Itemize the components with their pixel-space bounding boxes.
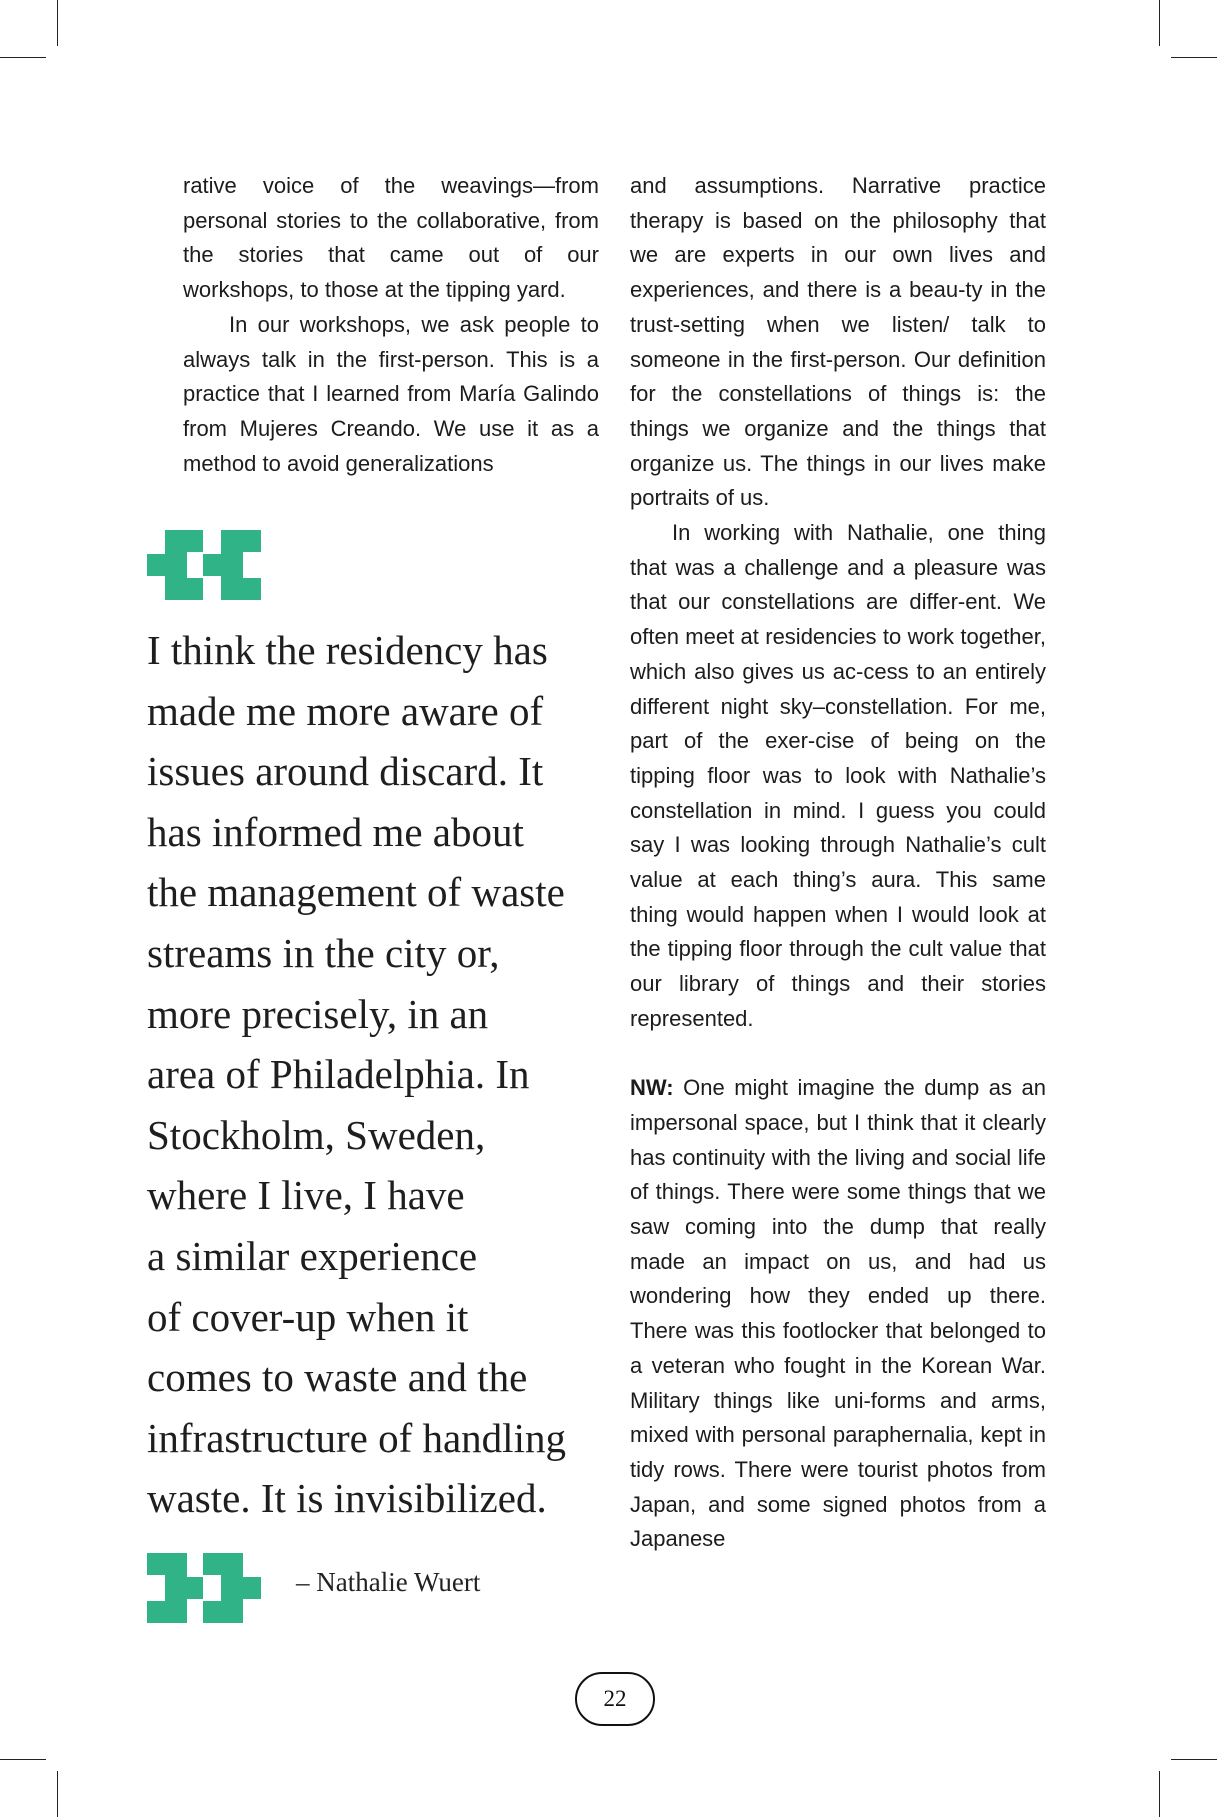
pull-quote-line: issues around discard. It: [147, 748, 544, 795]
crop-mark: [1171, 1759, 1217, 1760]
paragraph: [630, 1071, 1046, 1557]
paragraph: In working with Nathalie, one thing that was a challenge and a pleasure was that our constellations are differ-ent. We often meet at residencies to work together, which also gives us ac-cess to an entirely different night sky–constellation. For me, part of the exer-cise of being on the tipping floor was to look with Nathalie’s constellation in mind. I guess you could say I was looking through Nathalie’s cult value at each thing’s aura. This same thing would happen when I would look at the tipping floor through the cult value that our library of things and their stories represented.: [630, 520, 1046, 1031]
pull-quote-line: where I live, I have: [147, 1172, 465, 1219]
close-quote-icon: [147, 1553, 261, 1623]
paragraph: In our workshops, we ask people to always talk in the first-person. This is a practice that I learned from María Galindo from Mujeres Creando. We use it as a method to avoid generalizations: [183, 311, 599, 476]
pull-quote-line: streams in the city or,: [147, 929, 500, 976]
pull-quote-line: Stockholm, Sweden,: [147, 1111, 486, 1158]
crop-mark: [0, 57, 46, 58]
pull-quote-line: a similar experience: [147, 1232, 478, 1279]
open-quote-icon: [147, 530, 261, 600]
pull-quote-line: infrastructure of handling: [147, 1414, 566, 1461]
pull-quote-line: waste. It is invisibilized.: [147, 1475, 547, 1522]
pull-quote-line: comes to waste and the: [147, 1354, 528, 1401]
pull-quote-line: more precisely, in an: [147, 990, 489, 1037]
pull-quote-line: area of Philadelphia. In: [147, 1051, 530, 1098]
pull-quote-line: I think the residency has: [147, 627, 548, 673]
crop-mark: [57, 0, 58, 46]
pull-quote-line: of cover-up when it: [147, 1293, 469, 1340]
page-number: 22: [575, 1672, 655, 1726]
left-column-text: [183, 169, 599, 481]
crop-mark: [0, 1759, 46, 1760]
crop-mark: [1171, 57, 1217, 58]
crop-mark: [57, 1771, 58, 1817]
right-column-text: [630, 169, 1046, 1557]
crop-mark: [1159, 1771, 1160, 1817]
pull-quote: [147, 620, 587, 1529]
pull-quote-line: the management of waste: [147, 869, 565, 916]
pull-quote-line: made me more aware of: [147, 687, 544, 734]
speaker-label: NW:: [630, 1075, 674, 1101]
paragraph: and assumptions. Narrative practice therapy is based on the philosophy that we are experts in our own lives and experiences, and there is a beau-ty in the trust-setting when we listen/ talk to someone in the first-person. Our definition for the constellations of things is: the things we organize and the things that organize us. The things in our lives make portraits of us.: [630, 173, 1046, 511]
paragraph-body: One might imagine the dump as an impersonal space, but I think that it clearly has continuity with the living and social life of things. There were some things that we saw coming into the dump that really made an impact on us, and had us wondering how they ended up there. There was this footlocker that belonged to a veteran who fought in the Korean War. Military things like uni-forms and arms, mixed with personal paraphernalia, kept in tidy rows. There were tourist photos from Japan, and some signed photos from a Japanese: [630, 1075, 1046, 1552]
crop-mark: [1159, 0, 1160, 46]
pull-quote-line: has informed me about: [147, 808, 524, 855]
quote-attribution: – Nathalie Wuert: [296, 1567, 481, 1597]
paragraph: rative voice of the weavings—from personal stories to the collaborative, from the stories that came out of our workshops, to those at the tipping yard.: [183, 173, 599, 303]
